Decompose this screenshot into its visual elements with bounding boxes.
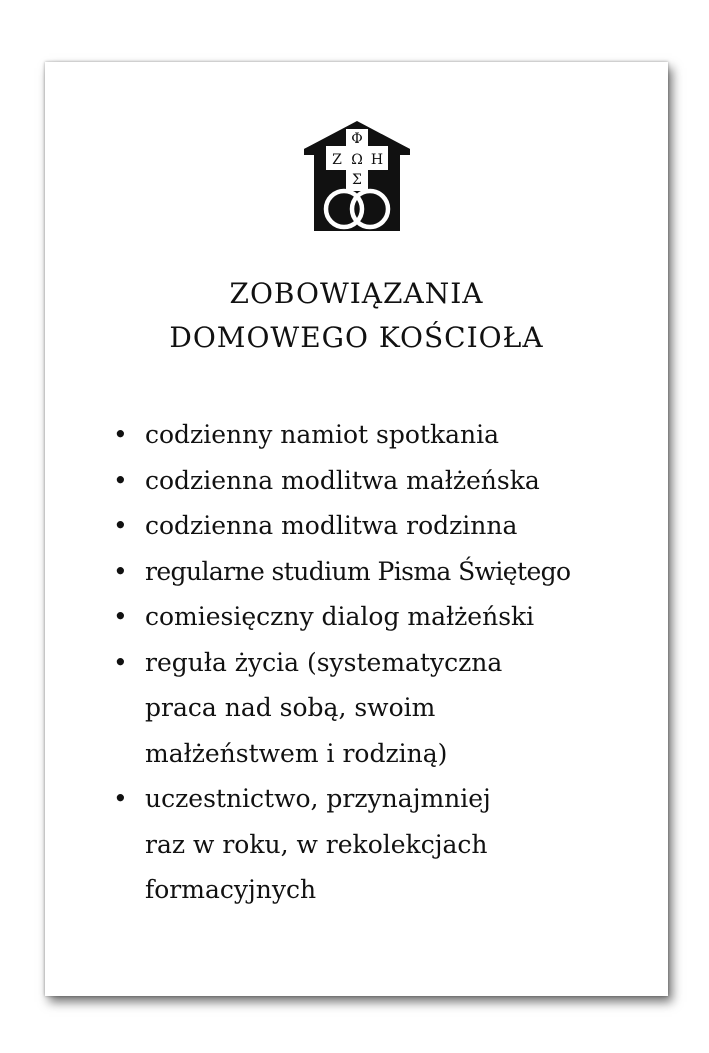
bullet: • bbox=[113, 420, 128, 449]
list-item-text-line-3: formacyjnych bbox=[145, 875, 317, 904]
logo-letter-top: Φ bbox=[351, 131, 363, 147]
list-item-text: regularne studium Pisma Świętego bbox=[145, 556, 571, 586]
bullet: • bbox=[113, 602, 128, 631]
commitments-card bbox=[45, 62, 668, 996]
list-item-text: codzienna modlitwa rodzinna bbox=[145, 511, 518, 540]
list-item-text-line-1: uczestnictwo, przynajmniej bbox=[145, 784, 491, 813]
list-item bbox=[101, 549, 661, 595]
commitments-list bbox=[101, 412, 661, 913]
title-line-1: ZOBOWIĄZANIA bbox=[229, 277, 484, 310]
list-item bbox=[101, 503, 661, 549]
bullet: • bbox=[113, 465, 128, 495]
bullet: • bbox=[113, 511, 128, 540]
title-line-2: DOMOWEGO KOŚCIOŁA bbox=[169, 321, 544, 354]
list-item bbox=[101, 640, 661, 777]
page-title bbox=[45, 272, 668, 360]
list-item-text-line-1: reguła życia (systematyczna bbox=[145, 647, 503, 677]
list-item bbox=[101, 776, 661, 913]
list-item-text-line-3: małżeństwem i rodziną) bbox=[145, 738, 448, 768]
list-item-text-line-2: raz w roku, w rekolekcjach bbox=[145, 829, 488, 859]
logo-letter-bottom: Σ bbox=[352, 172, 362, 188]
list-item-text: comiesięczny dialog małżeński bbox=[145, 602, 535, 631]
logo-letter-center: Ω bbox=[351, 152, 363, 168]
bullet: • bbox=[113, 556, 128, 586]
list-item-text: codzienny namiot spotkania bbox=[145, 420, 500, 449]
domestic-church-logo-icon bbox=[304, 121, 410, 231]
list-item-text-line-2: praca nad sobą, swoim bbox=[145, 693, 436, 722]
list-item bbox=[101, 594, 661, 640]
logo-letter-right: Η bbox=[370, 152, 384, 168]
logo-letter-left: Ζ bbox=[332, 152, 342, 168]
bullet: • bbox=[113, 647, 128, 677]
list-item bbox=[101, 458, 661, 504]
list-item-text: codzienna modlitwa małżeńska bbox=[145, 465, 540, 495]
list-item bbox=[101, 412, 661, 458]
bullet: • bbox=[113, 784, 128, 813]
